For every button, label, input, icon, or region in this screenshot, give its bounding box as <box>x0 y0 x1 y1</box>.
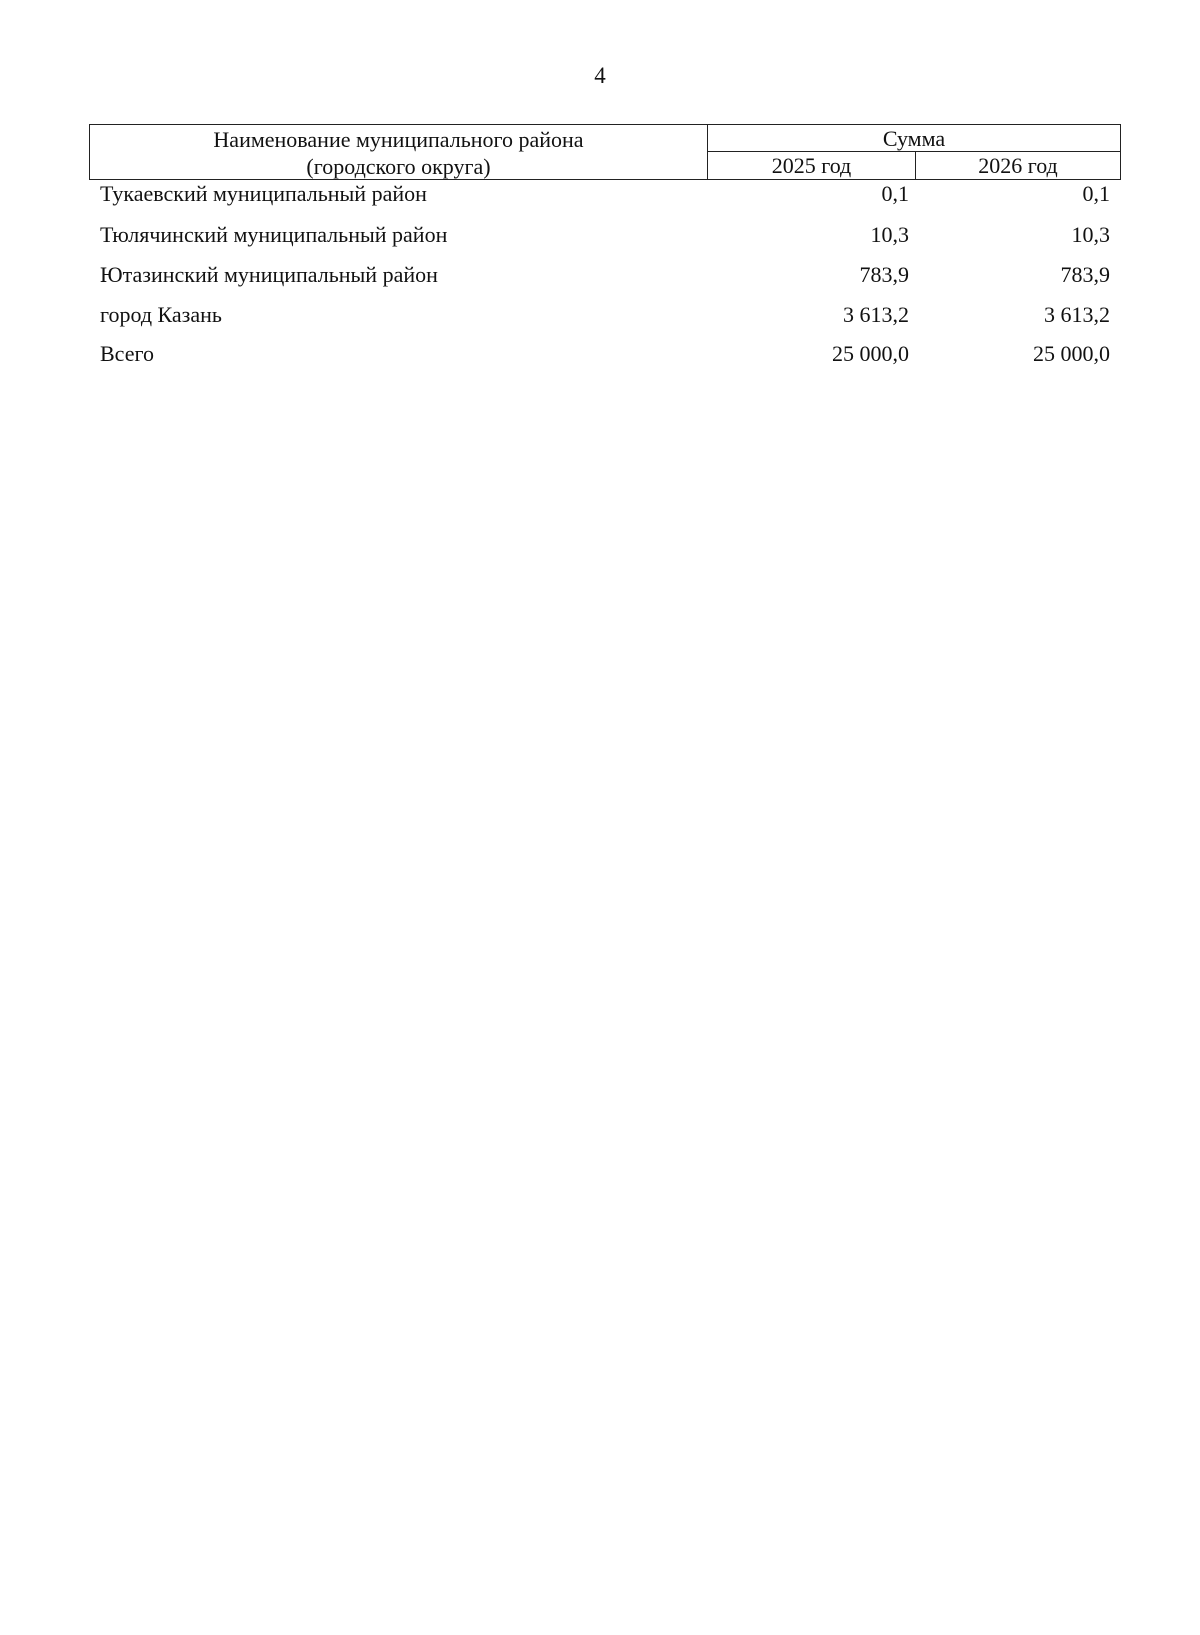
table-row <box>89 301 1121 340</box>
row-value-2025: 783,9 <box>859 262 909 287</box>
row-value-2026: 0,1 <box>1082 181 1110 206</box>
column-header-name <box>90 125 708 179</box>
column-header-sum: Сумма <box>708 125 1120 152</box>
table-row <box>89 180 1121 221</box>
row-value-2026: 783,9 <box>1060 262 1110 287</box>
column-header-2025: 2025 год <box>708 152 916 179</box>
row-value-2025: 10,3 <box>870 222 909 247</box>
table-row <box>89 261 1121 301</box>
row-name: Тукаевский муниципальный район <box>100 181 427 206</box>
row-name: город Казань <box>100 302 222 327</box>
row-value-2026: 10,3 <box>1071 222 1110 247</box>
row-value-2025: 3 613,2 <box>843 302 909 327</box>
row-value-2025: 25 000,0 <box>832 341 909 366</box>
row-name: Ютазинский муниципальный район <box>100 262 438 287</box>
column-header-name-line2: (городского округа) <box>306 154 491 179</box>
table-body <box>89 180 1121 380</box>
table-row <box>89 221 1121 261</box>
row-value-2026: 3 613,2 <box>1044 302 1110 327</box>
row-value-2025: 0,1 <box>881 181 909 206</box>
table-row-total <box>89 340 1121 380</box>
row-name: Тюлячинский муниципальный район <box>100 222 448 247</box>
table-header <box>89 124 1121 180</box>
column-header-2026: 2026 год <box>978 153 1058 178</box>
page-number: 4 <box>594 63 606 88</box>
row-name: Всего <box>100 341 154 366</box>
row-value-2026: 25 000,0 <box>1033 341 1110 366</box>
column-header-name-line1: Наименование муниципального района <box>213 127 584 152</box>
